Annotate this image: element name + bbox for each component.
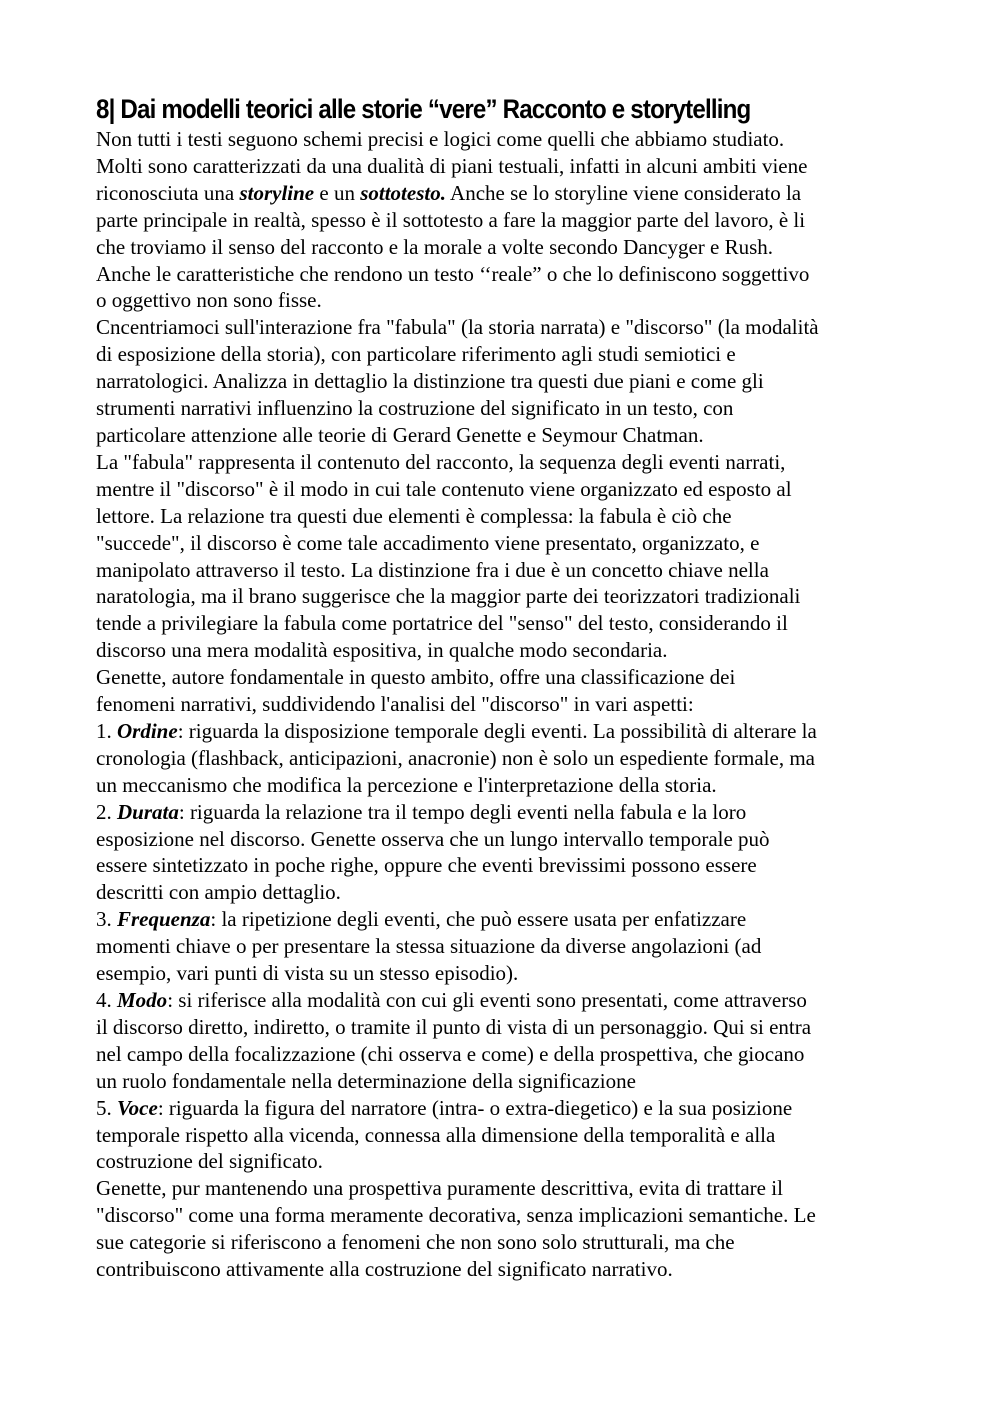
text-line: [96, 745, 916, 772]
text-segment: essere sintetizzato in poche righe, oppure che eventi brevissimi possono essere: [96, 853, 757, 878]
text-line: [96, 287, 916, 314]
text-segment: 4.: [96, 988, 117, 1012]
text-segment: che troviamo il senso del racconto e la morale a volte secondo Dancyger e Rush.: [96, 234, 774, 259]
text-line: [96, 637, 916, 664]
text-segment: nel campo della focalizzazione (chi osserva e come) e della prospettiva, che giocano: [96, 1041, 805, 1066]
text-line: [96, 449, 916, 476]
text-line: [96, 530, 916, 557]
text-segment: "discorso" come una forma meramente decorativa, senza implicazioni semantiche. Le: [96, 1203, 816, 1228]
text-segment: tende a privilegiare la fabula come portatrice del "senso" del testo, considerando il: [96, 611, 788, 636]
text-segment: Anche le caratteristiche che rendono un testo ‘‘reale” o che lo definiscono soggettivo: [96, 261, 810, 286]
text-line: [96, 1148, 916, 1175]
text-segment: 2.: [96, 799, 117, 824]
text-line: [96, 583, 916, 610]
text-segment: manipolato attraverso il testo. La distinzione fra i due è un concetto chiave nella: [96, 557, 769, 582]
text-segment: il discorso diretto, indiretto, o tramite il punto di vista di un personaggio. Qui si entra: [96, 1014, 812, 1039]
text-segment: contribuiscono attivamente alla costruzione del significato narrativo.: [96, 1257, 673, 1282]
text-segment: un meccanismo che modifica la percezione e l'interpretazione della storia.: [96, 772, 717, 797]
text-line: [96, 234, 916, 261]
text-line: [96, 879, 916, 906]
text-segment: Genette, autore fondamentale in questo ambito, offre una classificazione dei: [96, 665, 736, 690]
text-segment: : riguarda la disposizione temporale degli eventi. La possibilità di alterare la: [177, 718, 817, 743]
text-segment: Cncentriamoci sull'interazione fra "fabula" (la storia narrata) e "discorso" (la modalità: [96, 315, 819, 340]
text-line: [96, 906, 916, 933]
text-line: [96, 610, 916, 637]
emphasized-term: Voce: [117, 1095, 158, 1120]
text-segment: parte principale in realtà, spesso è il sottotesto a fare la maggior parte del lavoro, è li: [96, 207, 806, 232]
text-segment: esposizione nel discorso. Genette osserva che un lungo intervallo temporale può: [96, 826, 770, 851]
text-line: [96, 960, 916, 987]
text-segment: Anche se lo storyline viene considerato la: [445, 180, 802, 205]
text-segment: mentre il "discorso" è il modo in cui tale contenuto viene organizzato ed esposto al: [96, 476, 792, 501]
text-line: [96, 476, 916, 503]
text-line: [96, 153, 916, 180]
text-segment: : riguarda la relazione tra il tempo degli eventi nella fabula e la loro: [178, 799, 747, 824]
text-line: [96, 664, 916, 691]
text-segment: descritti con ampio dettaglio.: [96, 880, 341, 905]
text-segment: 5.: [96, 1095, 117, 1120]
text-line: [96, 1041, 916, 1068]
emphasized-term: Durata: [117, 799, 179, 824]
text-line: [96, 180, 916, 207]
emphasized-term: sottotesto.: [360, 180, 446, 205]
text-line: [96, 341, 916, 368]
text-line: [96, 1122, 916, 1149]
text-line: [96, 1014, 916, 1041]
text-segment: : la ripetizione degli eventi, che può essere usata per enfatizzare: [210, 907, 747, 932]
text-line: [96, 691, 916, 718]
body-text: [96, 126, 916, 1283]
text-line: [96, 933, 916, 960]
text-line: [96, 1175, 916, 1202]
text-line: [96, 368, 916, 395]
emphasized-term: Frequenza: [117, 907, 211, 932]
text-segment: "succede", il discorso è come tale accadimento viene presentato, organizzato, e: [96, 530, 760, 555]
text-segment: temporale rispetto alla vicenda, connessa alla dimensione della temporalità e alla: [96, 1122, 776, 1147]
text-segment: o oggettivo non sono fisse.: [96, 288, 322, 313]
text-segment: lettore. La relazione tra questi due elementi è complessa: la fabula è ciò che: [96, 503, 732, 528]
emphasized-term: Modo: [117, 988, 168, 1012]
text-segment: di esposizione della storia), con particolare riferimento agli studi semiotici e: [96, 342, 736, 367]
text-segment: Genette, pur mantenendo una prospettiva puramente descrittiva, evita di trattare il: [96, 1176, 783, 1201]
text-line: [96, 503, 916, 530]
text-segment: particolare attenzione alle teorie di Gerard Genette e Seymour Chatman.: [96, 422, 704, 447]
text-segment: e un: [314, 180, 361, 205]
text-segment: momenti chiave o per presentare la stessa situazione da diverse angolazioni (ad: [96, 934, 762, 959]
text-line: [96, 718, 916, 745]
emphasized-term: Ordine: [117, 718, 178, 743]
text-segment: 3.: [96, 907, 117, 932]
text-segment: 1.: [96, 718, 117, 743]
text-segment: fenomeni narrativi, suddividendo l'analisi del "discorso" in vari aspetti:: [96, 692, 694, 717]
text-segment: sue categorie si riferiscono a fenomeni che non sono solo strutturali, ma che: [96, 1230, 735, 1255]
text-line: [96, 422, 916, 449]
text-segment: discorso una mera modalità espositiva, in qualche modo secondaria.: [96, 638, 668, 663]
text-segment: costruzione del significato.: [96, 1149, 323, 1174]
text-line: [96, 1202, 916, 1229]
text-segment: naratologia, ma il brano suggerisce che la maggior parte dei teorizzatori tradizionali: [96, 584, 801, 609]
text-line: [96, 1229, 916, 1256]
text-segment: Molti sono caratterizzati da una dualità di piani testuali, infatti in alcuni ambiti viene: [96, 153, 808, 178]
text-line: [96, 395, 916, 422]
text-segment: strumenti narrativi influenzino la costruzione del significato in un testo, con: [96, 396, 734, 421]
text-segment: La "fabula" rappresenta il contenuto del racconto, la sequenza degli eventi narrati,: [96, 449, 786, 474]
text-line: [96, 826, 916, 853]
text-segment: narratologici. Analizza in dettaglio la distinzione tra questi due piani e come gli: [96, 369, 764, 394]
emphasized-term: storyline: [239, 180, 315, 205]
text-segment: cronologia (flashback, anticipazioni, anacronie) non è solo un espediente formale, ma: [96, 745, 815, 770]
text-line: [96, 987, 916, 1014]
text-line: [96, 1068, 916, 1095]
text-line: [96, 1256, 916, 1283]
text-segment: : riguarda la figura del narratore (intra- o extra-diegetico) e la sua posizione: [157, 1095, 793, 1120]
text-line: [96, 207, 916, 234]
text-line: [96, 772, 916, 799]
text-line: [96, 261, 916, 288]
text-line: [96, 1095, 916, 1122]
text-line: [96, 126, 916, 153]
text-line: [96, 314, 916, 341]
text-line: [96, 799, 916, 826]
text-segment: : si riferisce alla modalità con cui gli eventi sono presentati, come attraverso: [167, 988, 807, 1012]
text-segment: esempio, vari punti di vista su un stesso episodio).: [96, 961, 519, 986]
document-page: [96, 92, 916, 1283]
text-segment: Non tutti i testi seguono schemi precisi e logici come quelli che abbiamo studiato.: [96, 127, 785, 151]
text-line: [96, 557, 916, 584]
text-segment: riconosciuta una: [96, 180, 240, 205]
text-line: [96, 852, 916, 879]
section-title: 8| Dai modelli teorici alle storie “vere” Racconto e storytelling: [96, 94, 751, 124]
text-segment: un ruolo fondamentale nella determinazione della significazione: [96, 1068, 636, 1093]
